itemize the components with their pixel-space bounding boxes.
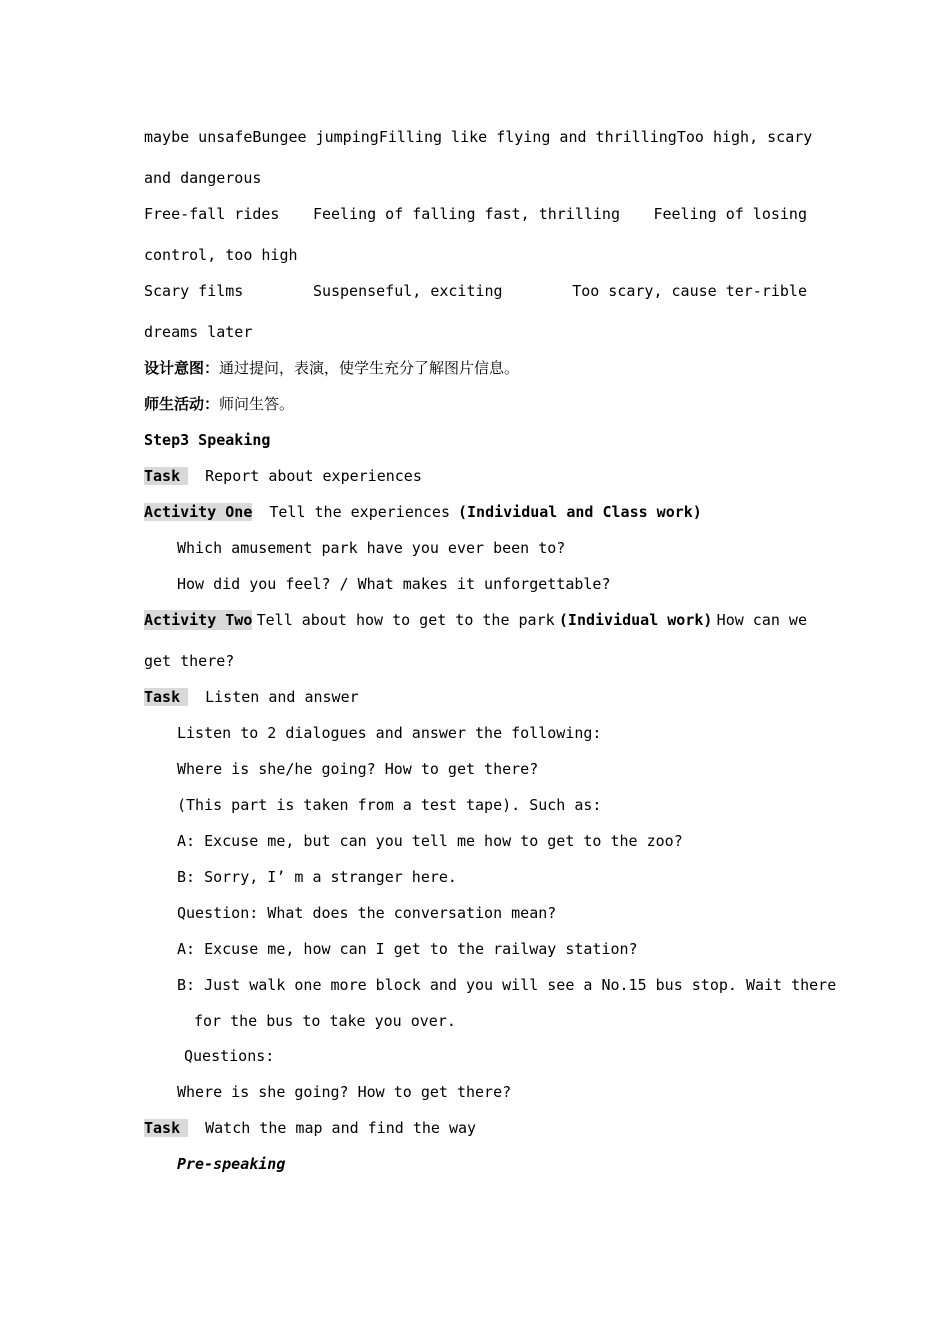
listen-question: Where is she/he going? How to get there? <box>177 760 539 778</box>
table-cell-activity: Free-fall rides <box>144 205 280 223</box>
table-cell-reason: Too high, scary <box>676 128 813 146</box>
activity-text: 师问生答。 <box>219 395 295 413</box>
dialogue-question: Question: What does the conversation mean? <box>177 904 557 922</box>
table-cell-feeling: Feeling of falling fast, thrilling <box>312 205 620 223</box>
table-cell-activity: maybe unsafeBungee jumping <box>144 128 379 146</box>
pre-speaking-heading: Pre-speaking <box>177 1155 286 1173</box>
activity-two-text: Tell about how to get to the park <box>256 611 555 629</box>
listen-instruction: Listen to 2 dialogues and answer the following: <box>177 724 602 742</box>
dialogue-questions-label: Questions: <box>184 1047 275 1065</box>
table-cell-reason: Too scary, cause ter-rible <box>572 282 807 300</box>
dialogue-question: Where is she going? How to get there? <box>177 1083 512 1101</box>
task-map <box>144 1118 807 1138</box>
task-text: Watch the map and find the way <box>205 1119 477 1137</box>
task-label: Task <box>144 688 188 706</box>
task-text: Report about experiences <box>205 467 422 485</box>
activity-one-note: (Individual and Class work) <box>458 503 702 521</box>
table-row-films <box>144 281 807 301</box>
table-cell-feeling: Suspenseful, exciting <box>312 282 503 300</box>
task-listen <box>144 687 807 707</box>
activity-one-label: Activity One <box>144 503 253 521</box>
table-row-bungee-cont: and dangerous <box>144 169 262 187</box>
table-row-films-cont: dreams later <box>144 323 253 341</box>
activity-one-question-1: Which amusement park have you ever been to? <box>177 539 566 557</box>
step3-heading: Step3 Speaking <box>144 431 271 449</box>
design-intent-text: 通过提问，表演，使学生充分了解图片信息。 <box>219 359 520 377</box>
dialogue-line: A: Excuse me, how can I get to the railway station? <box>177 940 638 958</box>
table-cell-feeling: Filling like flying and thrilling <box>378 128 677 146</box>
task-report <box>144 466 807 486</box>
task-text: Listen and answer <box>205 688 359 706</box>
table-row-bungee <box>144 127 813 147</box>
dialogue-line: B: Sorry, I’ m a stranger here. <box>177 868 457 886</box>
table-cell-reason: Feeling of losing <box>653 205 807 223</box>
listen-source-note: (This part is taken from a test tape). Such as: <box>177 796 602 814</box>
dialogue-line: A: Excuse me, but can you tell me how to get to the zoo? <box>177 832 683 850</box>
design-intent <box>144 358 807 378</box>
design-intent-label: 设计意图： <box>144 359 220 377</box>
table-row-freefall <box>144 204 807 224</box>
task-label: Task <box>144 1119 188 1137</box>
teacher-student-activity <box>144 394 807 414</box>
activity-two-note: (Individual work) <box>558 611 713 629</box>
activity-one-text: Tell the experiences <box>269 503 450 521</box>
dialogue-line: B: Just walk one more block and you will see a No.15 bus stop. Wait there <box>177 976 837 994</box>
activity-label: 师生活动： <box>144 395 220 413</box>
table-row-freefall-cont: control, too high <box>144 246 298 264</box>
activity-one <box>144 502 807 522</box>
activity-two-cont: get there? <box>144 652 235 670</box>
activity-one-question-2: How did you feel? / What makes it unforgettable? <box>177 575 611 593</box>
activity-two-label: Activity Two <box>144 611 253 629</box>
dialogue-line-cont: for the bus to take you over. <box>194 1012 456 1030</box>
activity-two <box>144 610 807 630</box>
task-label: Task <box>144 467 188 485</box>
table-cell-activity: Scary films <box>144 282 244 300</box>
activity-two-tail: How can we <box>716 611 807 629</box>
